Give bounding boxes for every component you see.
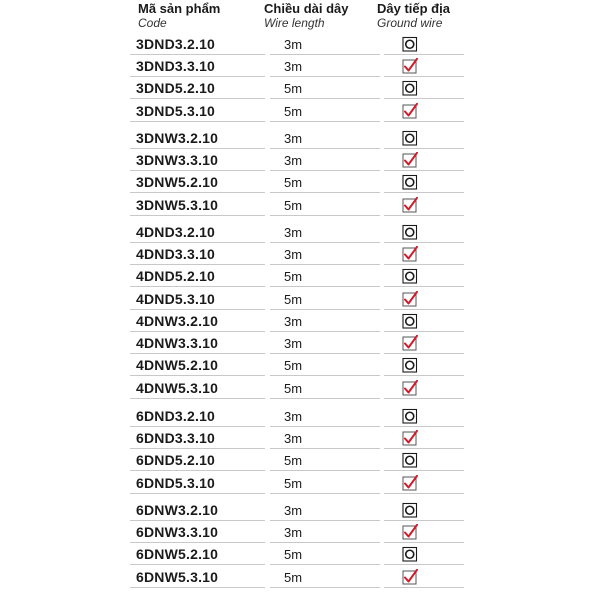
- wire-length: 3m: [284, 37, 303, 52]
- row-divider: [130, 470, 265, 471]
- wire-length: 3m: [284, 503, 303, 518]
- product-code: 4DND3.3.10: [136, 246, 216, 262]
- row-divider: [384, 98, 464, 99]
- code-header-en: Code: [138, 16, 167, 30]
- product-code: 3DNW3.2.10: [136, 130, 219, 146]
- ground-header-en: Ground wire: [377, 16, 443, 30]
- product-code: 4DNW5.3.10: [136, 380, 219, 396]
- row-divider: [384, 286, 464, 287]
- wire-length: 3m: [284, 431, 303, 446]
- wire-length: 5m: [284, 292, 303, 307]
- table-row: [0, 265, 600, 287]
- table-row: [0, 127, 600, 149]
- checkbox-checked-icon: [402, 103, 418, 119]
- product-code: 6DNW5.3.10: [136, 569, 219, 585]
- checkbox-circle-icon: [402, 174, 418, 190]
- checkbox-checked-icon: [402, 475, 418, 491]
- table-row: [0, 405, 600, 427]
- table-row: [0, 171, 600, 193]
- row-divider: [270, 564, 380, 565]
- checkbox-checked-icon: [402, 524, 418, 540]
- row-divider: [384, 375, 464, 376]
- wire-length: 5m: [284, 358, 303, 373]
- wire-length: 3m: [284, 131, 303, 146]
- length-header-en: Wire length: [264, 16, 325, 30]
- row-divider: [270, 121, 380, 122]
- table-row: [0, 377, 600, 399]
- wire-length: 3m: [284, 59, 303, 74]
- table-row: [0, 543, 600, 565]
- checkbox-circle-icon: [402, 313, 418, 329]
- wire-length: 3m: [284, 314, 303, 329]
- product-code: 3DND3.3.10: [136, 58, 216, 74]
- table-row: [0, 243, 600, 265]
- product-code: 3DNW5.3.10: [136, 197, 219, 213]
- product-code: 4DND3.2.10: [136, 224, 216, 240]
- checkbox-circle-icon: [402, 36, 418, 52]
- code-column-header: [138, 2, 220, 30]
- checkbox-checked-icon: [402, 430, 418, 446]
- product-code: 6DND5.3.10: [136, 475, 216, 491]
- checkbox-checked-icon: [402, 58, 418, 74]
- row-divider: [130, 493, 265, 494]
- checkbox-checked-icon: [402, 335, 418, 351]
- wire-length: 5m: [284, 104, 303, 119]
- checkbox-circle-icon: [402, 224, 418, 240]
- row-divider: [270, 286, 380, 287]
- checkbox-circle-icon: [402, 502, 418, 518]
- table-row: [0, 149, 600, 171]
- wire-length: 3m: [284, 247, 303, 262]
- checkbox-circle-icon: [402, 268, 418, 284]
- table-row: [0, 55, 600, 77]
- row-divider: [270, 215, 380, 216]
- product-code: 6DND3.3.10: [136, 430, 216, 446]
- product-code: 3DND5.2.10: [136, 80, 216, 96]
- row-divider: [270, 398, 380, 399]
- row-divider: [270, 470, 380, 471]
- row-divider: [384, 398, 464, 399]
- table-row: [0, 472, 600, 494]
- table-header: [0, 0, 600, 34]
- row-divider: [384, 470, 464, 471]
- checkbox-circle-icon: [402, 357, 418, 373]
- table-row: [0, 33, 600, 55]
- row-divider: [270, 493, 380, 494]
- wire-length: 3m: [284, 153, 303, 168]
- product-code: 4DNW3.3.10: [136, 335, 219, 351]
- product-code: 6DNW3.2.10: [136, 502, 219, 518]
- wire-length: 5m: [284, 269, 303, 284]
- row-divider: [270, 375, 380, 376]
- wire-length: 5m: [284, 476, 303, 491]
- checkbox-circle-icon: [402, 408, 418, 424]
- code-header-vi: Mã sản phẩm: [138, 1, 221, 16]
- product-code: 6DNW3.3.10: [136, 524, 219, 540]
- checkbox-checked-icon: [402, 197, 418, 213]
- table-row: [0, 521, 600, 543]
- row-divider: [130, 398, 265, 399]
- ground-header-vi: Dây tiếp địa: [377, 1, 450, 16]
- row-divider: [384, 564, 464, 565]
- row-divider: [384, 215, 464, 216]
- table-row: [0, 221, 600, 243]
- checkbox-checked-icon: [402, 246, 418, 262]
- checkbox-circle-icon: [402, 130, 418, 146]
- table-row: [0, 288, 600, 310]
- checkbox-circle-icon: [402, 80, 418, 96]
- row-divider: [130, 98, 265, 99]
- row-divider: [384, 121, 464, 122]
- product-code: 4DND5.3.10: [136, 291, 216, 307]
- checkbox-circle-icon: [402, 546, 418, 562]
- wire-length: 5m: [284, 381, 303, 396]
- wire-length: 3m: [284, 409, 303, 424]
- checkbox-checked-icon: [402, 569, 418, 585]
- product-code: 6DND3.2.10: [136, 408, 216, 424]
- wire-length: 3m: [284, 225, 303, 240]
- product-code: 4DNW5.2.10: [136, 357, 219, 373]
- table-row: [0, 449, 600, 471]
- row-divider: [384, 192, 464, 193]
- ground-column-header: [377, 2, 450, 30]
- wire-length: 5m: [284, 570, 303, 585]
- table-row: [0, 566, 600, 588]
- row-divider: [270, 192, 380, 193]
- table-row: [0, 310, 600, 332]
- product-code: 4DND5.2.10: [136, 268, 216, 284]
- wire-length: 3m: [284, 336, 303, 351]
- length-column-header: [264, 2, 349, 30]
- wire-length: 5m: [284, 198, 303, 213]
- row-divider: [384, 587, 464, 588]
- checkbox-checked-icon: [402, 291, 418, 307]
- row-divider: [130, 587, 265, 588]
- row-divider: [384, 493, 464, 494]
- product-code: 6DND5.2.10: [136, 452, 216, 468]
- wire-length: 5m: [284, 453, 303, 468]
- product-code: 3DNW3.3.10: [136, 152, 219, 168]
- product-code: 4DNW3.2.10: [136, 313, 219, 329]
- table-row: [0, 194, 600, 216]
- product-code: 3DND5.3.10: [136, 103, 216, 119]
- table-row: [0, 427, 600, 449]
- table-row: [0, 354, 600, 376]
- product-code: 3DNW5.2.10: [136, 174, 219, 190]
- table-row: [0, 332, 600, 354]
- checkbox-checked-icon: [402, 152, 418, 168]
- row-divider: [130, 215, 265, 216]
- row-divider: [270, 98, 380, 99]
- table-row: [0, 100, 600, 122]
- row-divider: [130, 564, 265, 565]
- table-row: [0, 499, 600, 521]
- wire-length: 3m: [284, 525, 303, 540]
- product-code: 3DND3.2.10: [136, 36, 216, 52]
- checkbox-circle-icon: [402, 452, 418, 468]
- wire-length: 5m: [284, 175, 303, 190]
- table-row: [0, 77, 600, 99]
- row-divider: [130, 286, 265, 287]
- wire-length: 5m: [284, 81, 303, 96]
- row-divider: [130, 375, 265, 376]
- row-divider: [130, 192, 265, 193]
- wire-length: 5m: [284, 547, 303, 562]
- row-divider: [130, 121, 265, 122]
- product-code: 6DNW5.2.10: [136, 546, 219, 562]
- checkbox-checked-icon: [402, 380, 418, 396]
- length-header-vi: Chiều dài dây: [264, 1, 349, 16]
- row-divider: [270, 587, 380, 588]
